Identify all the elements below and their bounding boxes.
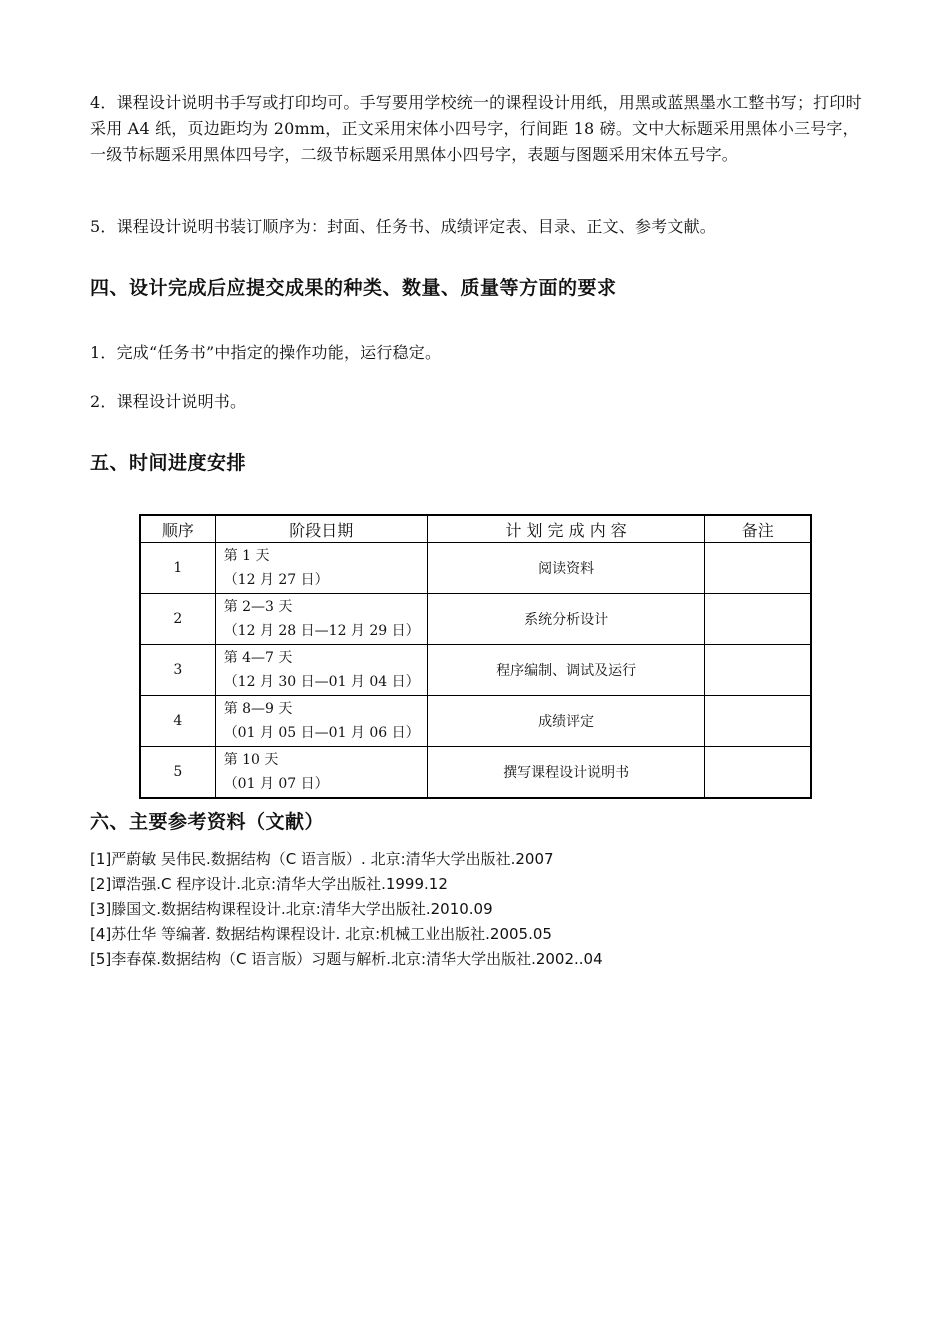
row-remark xyxy=(705,543,811,594)
requirement-item-5: 5．课程设计说明书装订顺序为：封面、任务书、成绩评定表、目录、正文、参考文献。 xyxy=(90,217,716,236)
row-day: 第 10 天 xyxy=(223,752,279,768)
row-remark xyxy=(705,645,811,696)
section-6-heading: 六、主要参考资料（文献） xyxy=(90,811,325,833)
table-row xyxy=(140,594,811,645)
row-date: （01 月 05 日—01 月 06 日） xyxy=(223,725,420,741)
header-period: 阶段日期 xyxy=(215,515,427,543)
row-plan: 阅读资料 xyxy=(427,543,705,594)
row-plan: 程序编制、调试及运行 xyxy=(427,645,705,696)
reference-item: [2]谭浩强.C 程序设计.北京:清华大学出版社.1999.12 xyxy=(90,875,448,893)
row-day: 第 8—9 天 xyxy=(223,701,293,717)
reference-item: [4]苏仕华 等编著. 数据结构课程设计. 北京:机械工业出版社.2005.05 xyxy=(90,925,552,943)
row-day: 第 4—7 天 xyxy=(223,650,293,666)
reference-item: [5]李春葆.数据结构（C 语言版）习题与解析.北京:清华大学出版社.2002..04 xyxy=(90,950,603,968)
row-date: （12 月 30 日—01 月 04 日） xyxy=(223,674,420,690)
row-period xyxy=(215,645,427,696)
header-order: 顺序 xyxy=(140,515,215,543)
row-day: 第 2—3 天 xyxy=(223,599,293,615)
row-order: 5 xyxy=(140,747,215,799)
deliverable-item-2: 2．课程设计说明书。 xyxy=(90,392,247,411)
requirement-item-4: 4．课程设计说明书手写或打印均可。手写要用学校统一的课程设计用纸，用黑或蓝黑墨水工整书写；打印时采用 A4 纸，页边距均为 20mm，正文采用宋体小四号字，行间距 18 磅。文中大标题采用黑体小三号字，一级节标题采用黑体四号字，二级节标题采用黑体小四号字，表题与图题采用宋体五号字。 xyxy=(90,93,862,164)
row-plan: 撰写课程设计说明书 xyxy=(427,747,705,799)
reference-item: [1]严蔚敏 吴伟民.数据结构（C 语言版）. 北京:清华大学出版社.2007 xyxy=(90,850,554,868)
header-plan: 计 划 完 成 内 容 xyxy=(427,515,705,543)
row-remark xyxy=(705,747,811,799)
header-remark: 备注 xyxy=(705,515,811,543)
deliverable-item-1: 1．完成“任务书”中指定的操作功能，运行稳定。 xyxy=(90,343,442,362)
row-order: 3 xyxy=(140,645,215,696)
row-period xyxy=(215,747,427,799)
reference-item: [3]滕国文.数据结构课程设计.北京:清华大学出版社.2010.09 xyxy=(90,900,493,918)
schedule-table xyxy=(139,514,812,799)
table-header-row xyxy=(140,515,811,543)
row-date: （12 月 28 日—12 月 29 日） xyxy=(223,623,420,639)
row-period xyxy=(215,543,427,594)
table-row xyxy=(140,747,811,799)
row-plan: 系统分析设计 xyxy=(427,594,705,645)
row-order: 2 xyxy=(140,594,215,645)
row-date: （01 月 07 日） xyxy=(223,776,329,792)
row-date: （12 月 27 日） xyxy=(223,572,329,588)
table-row xyxy=(140,543,811,594)
row-day: 第 1 天 xyxy=(223,548,270,564)
table-row xyxy=(140,645,811,696)
row-remark xyxy=(705,696,811,747)
table-row xyxy=(140,696,811,747)
section-4-heading: 四、设计完成后应提交成果的种类、数量、质量等方面的要求 xyxy=(90,277,617,299)
row-order: 4 xyxy=(140,696,215,747)
row-order: 1 xyxy=(140,543,215,594)
reference-list xyxy=(90,847,603,972)
section-5-heading: 五、时间进度安排 xyxy=(90,452,247,474)
row-plan: 成绩评定 xyxy=(427,696,705,747)
row-period xyxy=(215,696,427,747)
row-remark xyxy=(705,594,811,645)
row-period xyxy=(215,594,427,645)
